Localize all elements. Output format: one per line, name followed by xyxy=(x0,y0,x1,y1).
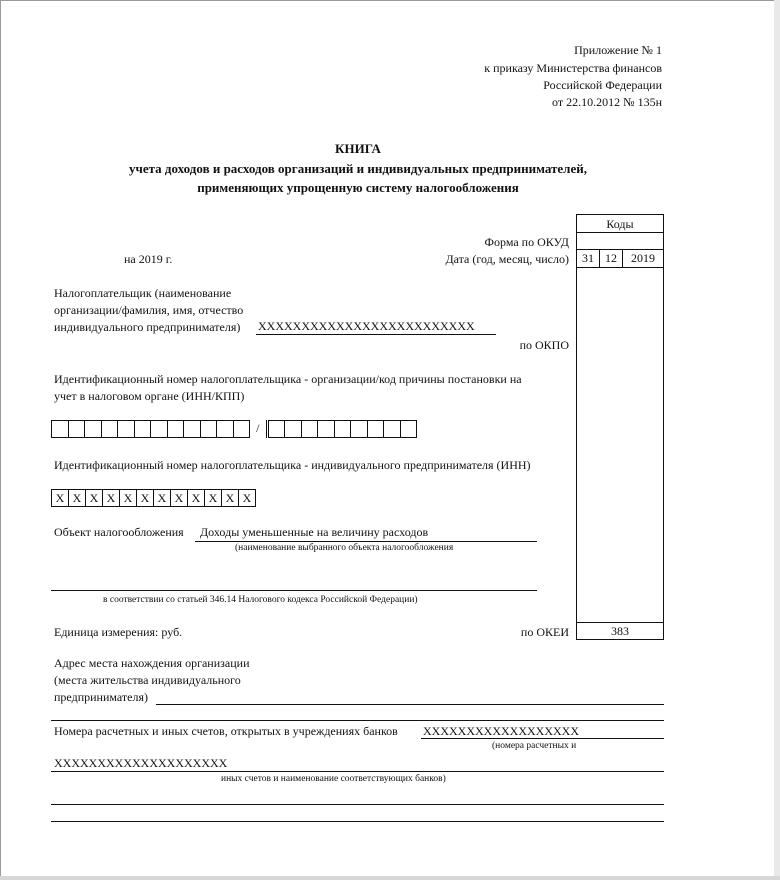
inn-kpp-cell xyxy=(301,420,319,438)
codes-bottom xyxy=(576,639,664,640)
page-shadow-bottom xyxy=(0,876,780,880)
inn-kpp-cell xyxy=(350,420,368,438)
inn-kpp-label-2: учет в налоговом органе (ИНН/КПП) xyxy=(54,389,245,403)
inn-kpp-cell xyxy=(101,420,119,438)
taxpayer-value: XXXXXXXXXXXXXXXXXXXXXXXXX xyxy=(258,319,475,333)
inn-kpp-cell xyxy=(167,420,185,438)
header-note-line4: от 22.10.2012 № 135н xyxy=(552,95,662,109)
inn-kpp-cell xyxy=(367,420,385,438)
header-note-line2: к приказу Министерства финансов xyxy=(484,61,662,75)
codes-top xyxy=(576,214,664,215)
inn-kpp-cell xyxy=(68,420,86,438)
taxpayer-underline xyxy=(256,334,496,335)
title-line2: учета доходов и расходов организаций и индивидуальных предпринимателей, xyxy=(129,161,587,176)
tax-object-underline xyxy=(195,541,537,542)
okpo-label: по ОКПО xyxy=(519,338,569,352)
accounts-value-2: XXXXXXXXXXXXXXXXXXXX xyxy=(54,756,228,770)
accounts-caption-2: иных счетов и наименование соответствующих банков) xyxy=(221,774,446,784)
accounts-underline-2 xyxy=(51,771,664,772)
tax-object-value: Доходы уменьшенные на величину расходов xyxy=(200,525,429,539)
taxpayer-label-1: Налогоплательщик (наименование xyxy=(54,286,232,300)
inn-kpp-cell xyxy=(117,420,135,438)
title-line1: КНИГА xyxy=(335,141,381,156)
inn-kpp-cell xyxy=(268,420,286,438)
page-shadow-right xyxy=(774,0,780,880)
codes-row-line xyxy=(576,249,664,250)
date-day: 31 xyxy=(582,251,594,265)
tax-object-line2 xyxy=(51,590,537,591)
accounts-line-4 xyxy=(51,821,664,822)
accounts-value-1: XXXXXXXXXXXXXXXXXX xyxy=(423,724,579,738)
inn-ip-cell: X xyxy=(170,489,188,507)
accounts-underline-1 xyxy=(421,738,664,739)
year-text: на 2019 г. xyxy=(124,252,173,266)
inn-ip-cell: X xyxy=(102,489,120,507)
codes-col-left xyxy=(576,214,577,640)
inn-ip-cell: X xyxy=(153,489,171,507)
address-label-2: (места жительства индивидуального xyxy=(54,673,241,687)
codes-row-line xyxy=(576,267,664,268)
inn-kpp-cell xyxy=(200,420,218,438)
inn-kpp-cell xyxy=(317,420,335,438)
inn-kpp-cell xyxy=(183,420,201,438)
date-label: Дата (год, месяц, число) xyxy=(445,252,569,266)
inn-ip-label: Идентификационный номер налогоплательщика - индивидуального предпринимателя (ИНН) xyxy=(54,458,531,472)
inn-ip-cell: X xyxy=(204,489,222,507)
inn-ip-cell: X xyxy=(238,489,256,507)
inn-kpp-cell xyxy=(84,420,102,438)
tax-object-label: Объект налогообложения xyxy=(54,525,184,539)
accounts-label: Номера расчетных и иных счетов, открытых в учреждениях банков xyxy=(54,724,398,738)
taxpayer-label-2: организации/фамилия, имя, отчество xyxy=(54,303,244,317)
address-line2 xyxy=(51,720,664,721)
title-line3: применяющих упрощенную систему налогообложения xyxy=(197,180,519,195)
date-month: 12 xyxy=(605,251,617,265)
date-year: 2019 xyxy=(631,251,655,265)
address-label-1: Адрес места нахождения организации xyxy=(54,656,250,670)
inn-kpp-cell xyxy=(216,420,234,438)
taxpayer-label-3: индивидуального предпринимателя) xyxy=(54,320,241,334)
accounts-line-3 xyxy=(51,804,664,805)
inn-kpp-cell xyxy=(284,420,302,438)
inn-kpp-label-1: Идентификационный номер налогоплательщика - организации/код причины постановки на xyxy=(54,372,522,386)
address-underline xyxy=(156,704,664,705)
codes-row-line xyxy=(576,232,664,233)
address-label-3: предпринимателя) xyxy=(54,690,148,704)
inn-kpp-cell xyxy=(400,420,418,438)
inn-ip-cell: X xyxy=(221,489,239,507)
inn-kpp-cell xyxy=(334,420,352,438)
inn-ip-cell: X xyxy=(136,489,154,507)
inn-kpp-cell xyxy=(134,420,152,438)
header-note-line1: Приложение № 1 xyxy=(574,43,662,57)
tax-object-caption: (наименование выбранного объекта налогообложения xyxy=(235,543,454,553)
okud-label: Форма по ОКУД xyxy=(484,235,569,249)
unit-label: Единица измерения: руб. xyxy=(54,625,183,639)
codes-row-line xyxy=(576,622,664,623)
accounts-caption-1: (номера расчетных и xyxy=(492,741,577,751)
inn-ip-cell: X xyxy=(51,489,69,507)
inn-ip-cell: X xyxy=(187,489,205,507)
inn-kpp-cell xyxy=(233,420,251,438)
tax-object-caption-2: в соответствии со статьей 346.14 Налогового кодекса Российской Федерации) xyxy=(103,595,418,605)
header-note-line3: Российской Федерации xyxy=(543,78,662,92)
inn-kpp-cell xyxy=(51,420,69,438)
inn-ip-cell: X xyxy=(119,489,137,507)
codes-col-right xyxy=(663,214,664,640)
okei-value: 383 xyxy=(611,624,629,638)
inn-kpp-cell xyxy=(383,420,401,438)
inn-ip-cell: X xyxy=(68,489,86,507)
inn-kpp-separator: / xyxy=(249,420,267,438)
codes-header: Коды xyxy=(606,217,634,231)
inn-kpp-cell xyxy=(150,420,168,438)
inn-ip-cell: X xyxy=(85,489,103,507)
okei-label: по ОКЕИ xyxy=(520,625,569,639)
